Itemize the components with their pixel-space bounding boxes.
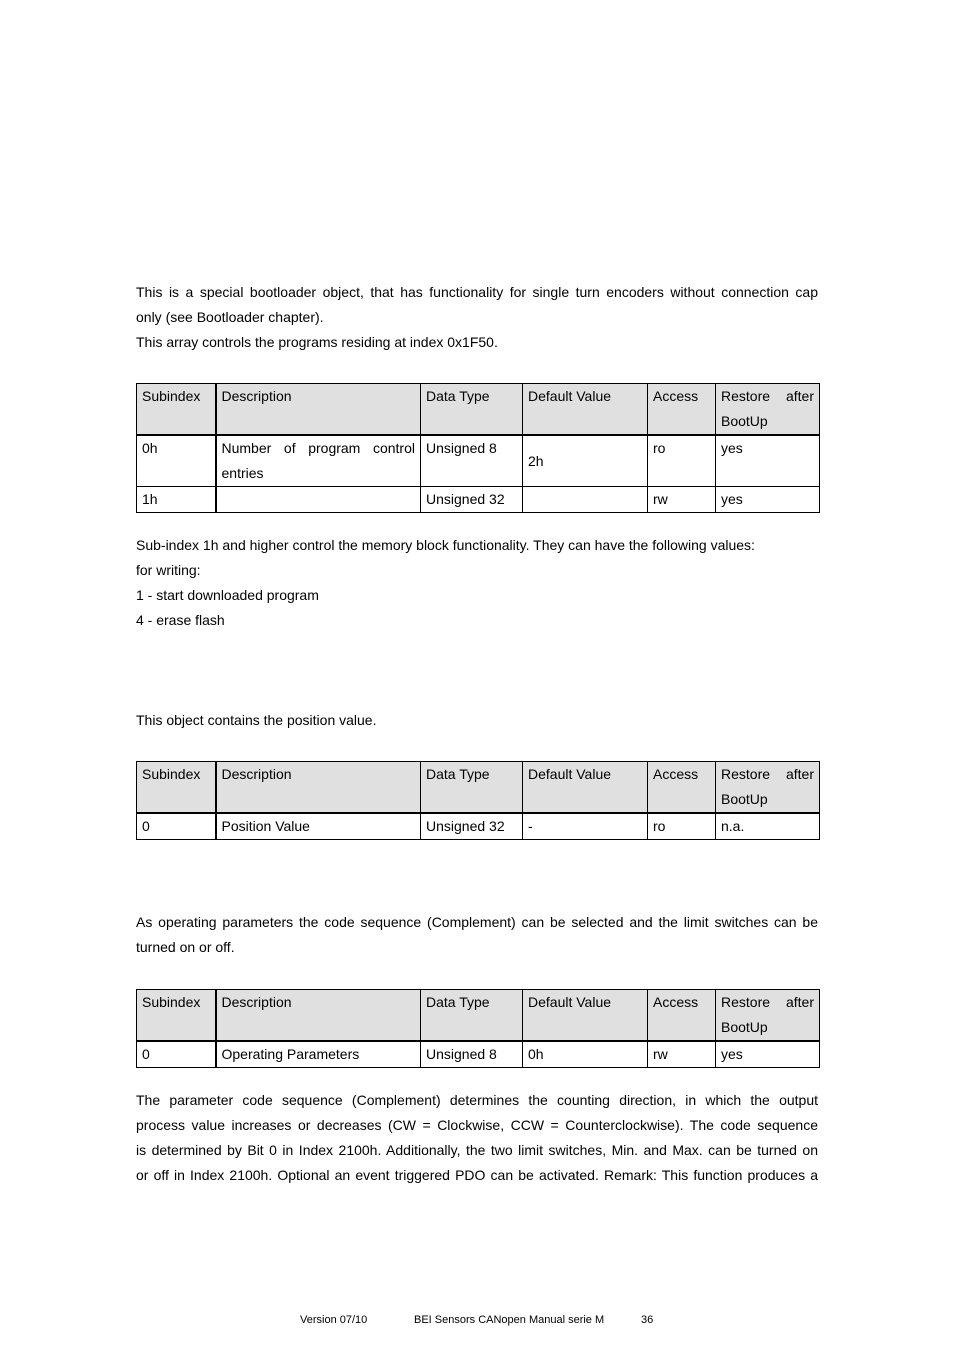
table-row — [137, 487, 820, 513]
cell-restore: yes — [716, 1041, 820, 1068]
header-default-value: Default Value — [523, 990, 648, 1042]
table-header-row — [137, 990, 820, 1042]
cell-subindex: 0 — [137, 813, 216, 840]
cell-restore: yes — [716, 487, 820, 513]
operating-parameters-table — [136, 989, 820, 1068]
cell-description — [216, 487, 421, 513]
header-restore-line2: BootUp — [721, 413, 768, 429]
footer-manual-title: BEI Sensors CANopen Manual serie M — [414, 1314, 605, 1326]
cell-subindex: 0 — [137, 1041, 216, 1068]
table-row — [137, 1041, 820, 1068]
header-subindex: Subindex — [137, 990, 216, 1042]
cell-default-value: 0h — [523, 1041, 648, 1068]
cell-subindex: 0h — [137, 435, 216, 487]
header-data-type: Data Type — [421, 762, 523, 814]
cell-description — [216, 435, 421, 487]
operating-line-1: As operating parameters the code sequence (Complement) can be selected and the limit switches can be — [136, 914, 818, 930]
table-row — [137, 813, 820, 840]
intro-line-1: This is a special bootloader object, that has functionality for single turn encoders without connection cap — [136, 284, 818, 300]
table-header-row — [137, 762, 820, 814]
table-header-row — [137, 384, 820, 436]
header-default-value: Default Value — [523, 384, 648, 436]
cell-restore: n.a. — [716, 813, 820, 840]
page-footer — [0, 1312, 954, 1328]
operating-parameters-text — [136, 910, 818, 960]
table-row — [137, 435, 820, 487]
subindex-line-3: 1 - start downloaded program — [136, 587, 319, 603]
cell-subindex: 1h — [137, 487, 216, 513]
header-data-type: Data Type — [421, 990, 523, 1042]
header-restore — [716, 384, 820, 436]
footer-version: Version 07/10 — [300, 1314, 368, 1326]
code-sequence-line-2: process value increases or decreases (CW = Clockwise, CCW = Counterclockwise). The code sequence — [136, 1117, 818, 1133]
header-description: Description — [216, 384, 421, 436]
cell-access: ro — [648, 435, 716, 487]
subindex-values-text — [136, 533, 818, 633]
program-control-table — [136, 383, 820, 513]
bootloader-intro — [136, 280, 818, 355]
code-sequence-line-4: or off in Index 2100h. Optional an event triggered PDO can be activated. Remark: This function produces a — [136, 1167, 818, 1183]
cell-data-type: Unsigned 8 — [421, 1041, 523, 1068]
header-access: Access — [648, 762, 716, 814]
cell-default-value: 2h — [523, 435, 648, 487]
header-restore — [716, 990, 820, 1042]
header-access: Access — [648, 384, 716, 436]
cell-data-type: Unsigned 32 — [421, 813, 523, 840]
code-sequence-text — [136, 1088, 818, 1188]
cell-description-line1: Number of program control — [221, 440, 415, 456]
header-subindex: Subindex — [137, 384, 216, 436]
header-subindex: Subindex — [137, 762, 216, 814]
header-restore-line1: Restore after — [721, 388, 814, 404]
header-restore-line1: Restore after — [721, 994, 814, 1010]
subindex-line-4: 4 - erase flash — [136, 612, 225, 628]
cell-data-type: Unsigned 32 — [421, 487, 523, 513]
header-description: Description — [216, 990, 421, 1042]
header-restore-line1: Restore after — [721, 766, 814, 782]
header-description: Description — [216, 762, 421, 814]
header-restore-line2: BootUp — [721, 1019, 768, 1035]
header-restore-line2: BootUp — [721, 791, 768, 807]
header-data-type: Data Type — [421, 384, 523, 436]
cell-access: rw — [648, 487, 716, 513]
intro-line-3: This array controls the programs residing at index 0x1F50. — [136, 334, 498, 350]
cell-data-type: Unsigned 8 — [421, 435, 523, 487]
cell-default-value — [523, 487, 648, 513]
header-restore — [716, 762, 820, 814]
cell-access: rw — [648, 1041, 716, 1068]
cell-restore: yes — [716, 435, 820, 487]
cell-description: Position Value — [216, 813, 421, 840]
position-line: This object contains the position value. — [136, 712, 377, 728]
cell-description-line2: entries — [221, 465, 264, 481]
operating-line-2: turned on or off. — [136, 939, 235, 955]
subindex-line-1: Sub-index 1h and higher control the memory block functionality. They can have the following values: — [136, 537, 755, 553]
intro-line-2: only (see Bootloader chapter). — [136, 309, 324, 325]
footer-page-number: 36 — [641, 1314, 654, 1326]
code-sequence-line-3: is determined by Bit 0 in Index 2100h. Additionally, the two limit switches, Min. and Max. can be turned on — [136, 1142, 818, 1158]
position-value-text — [136, 708, 818, 733]
position-value-table — [136, 761, 820, 840]
cell-default-value: - — [523, 813, 648, 840]
cell-description: Operating Parameters — [216, 1041, 421, 1068]
subindex-line-2: for writing: — [136, 562, 201, 578]
cell-access: ro — [648, 813, 716, 840]
code-sequence-line-1: The parameter code sequence (Complement) determines the counting direction, in which the output — [136, 1092, 818, 1108]
header-default-value: Default Value — [523, 762, 648, 814]
header-access: Access — [648, 990, 716, 1042]
